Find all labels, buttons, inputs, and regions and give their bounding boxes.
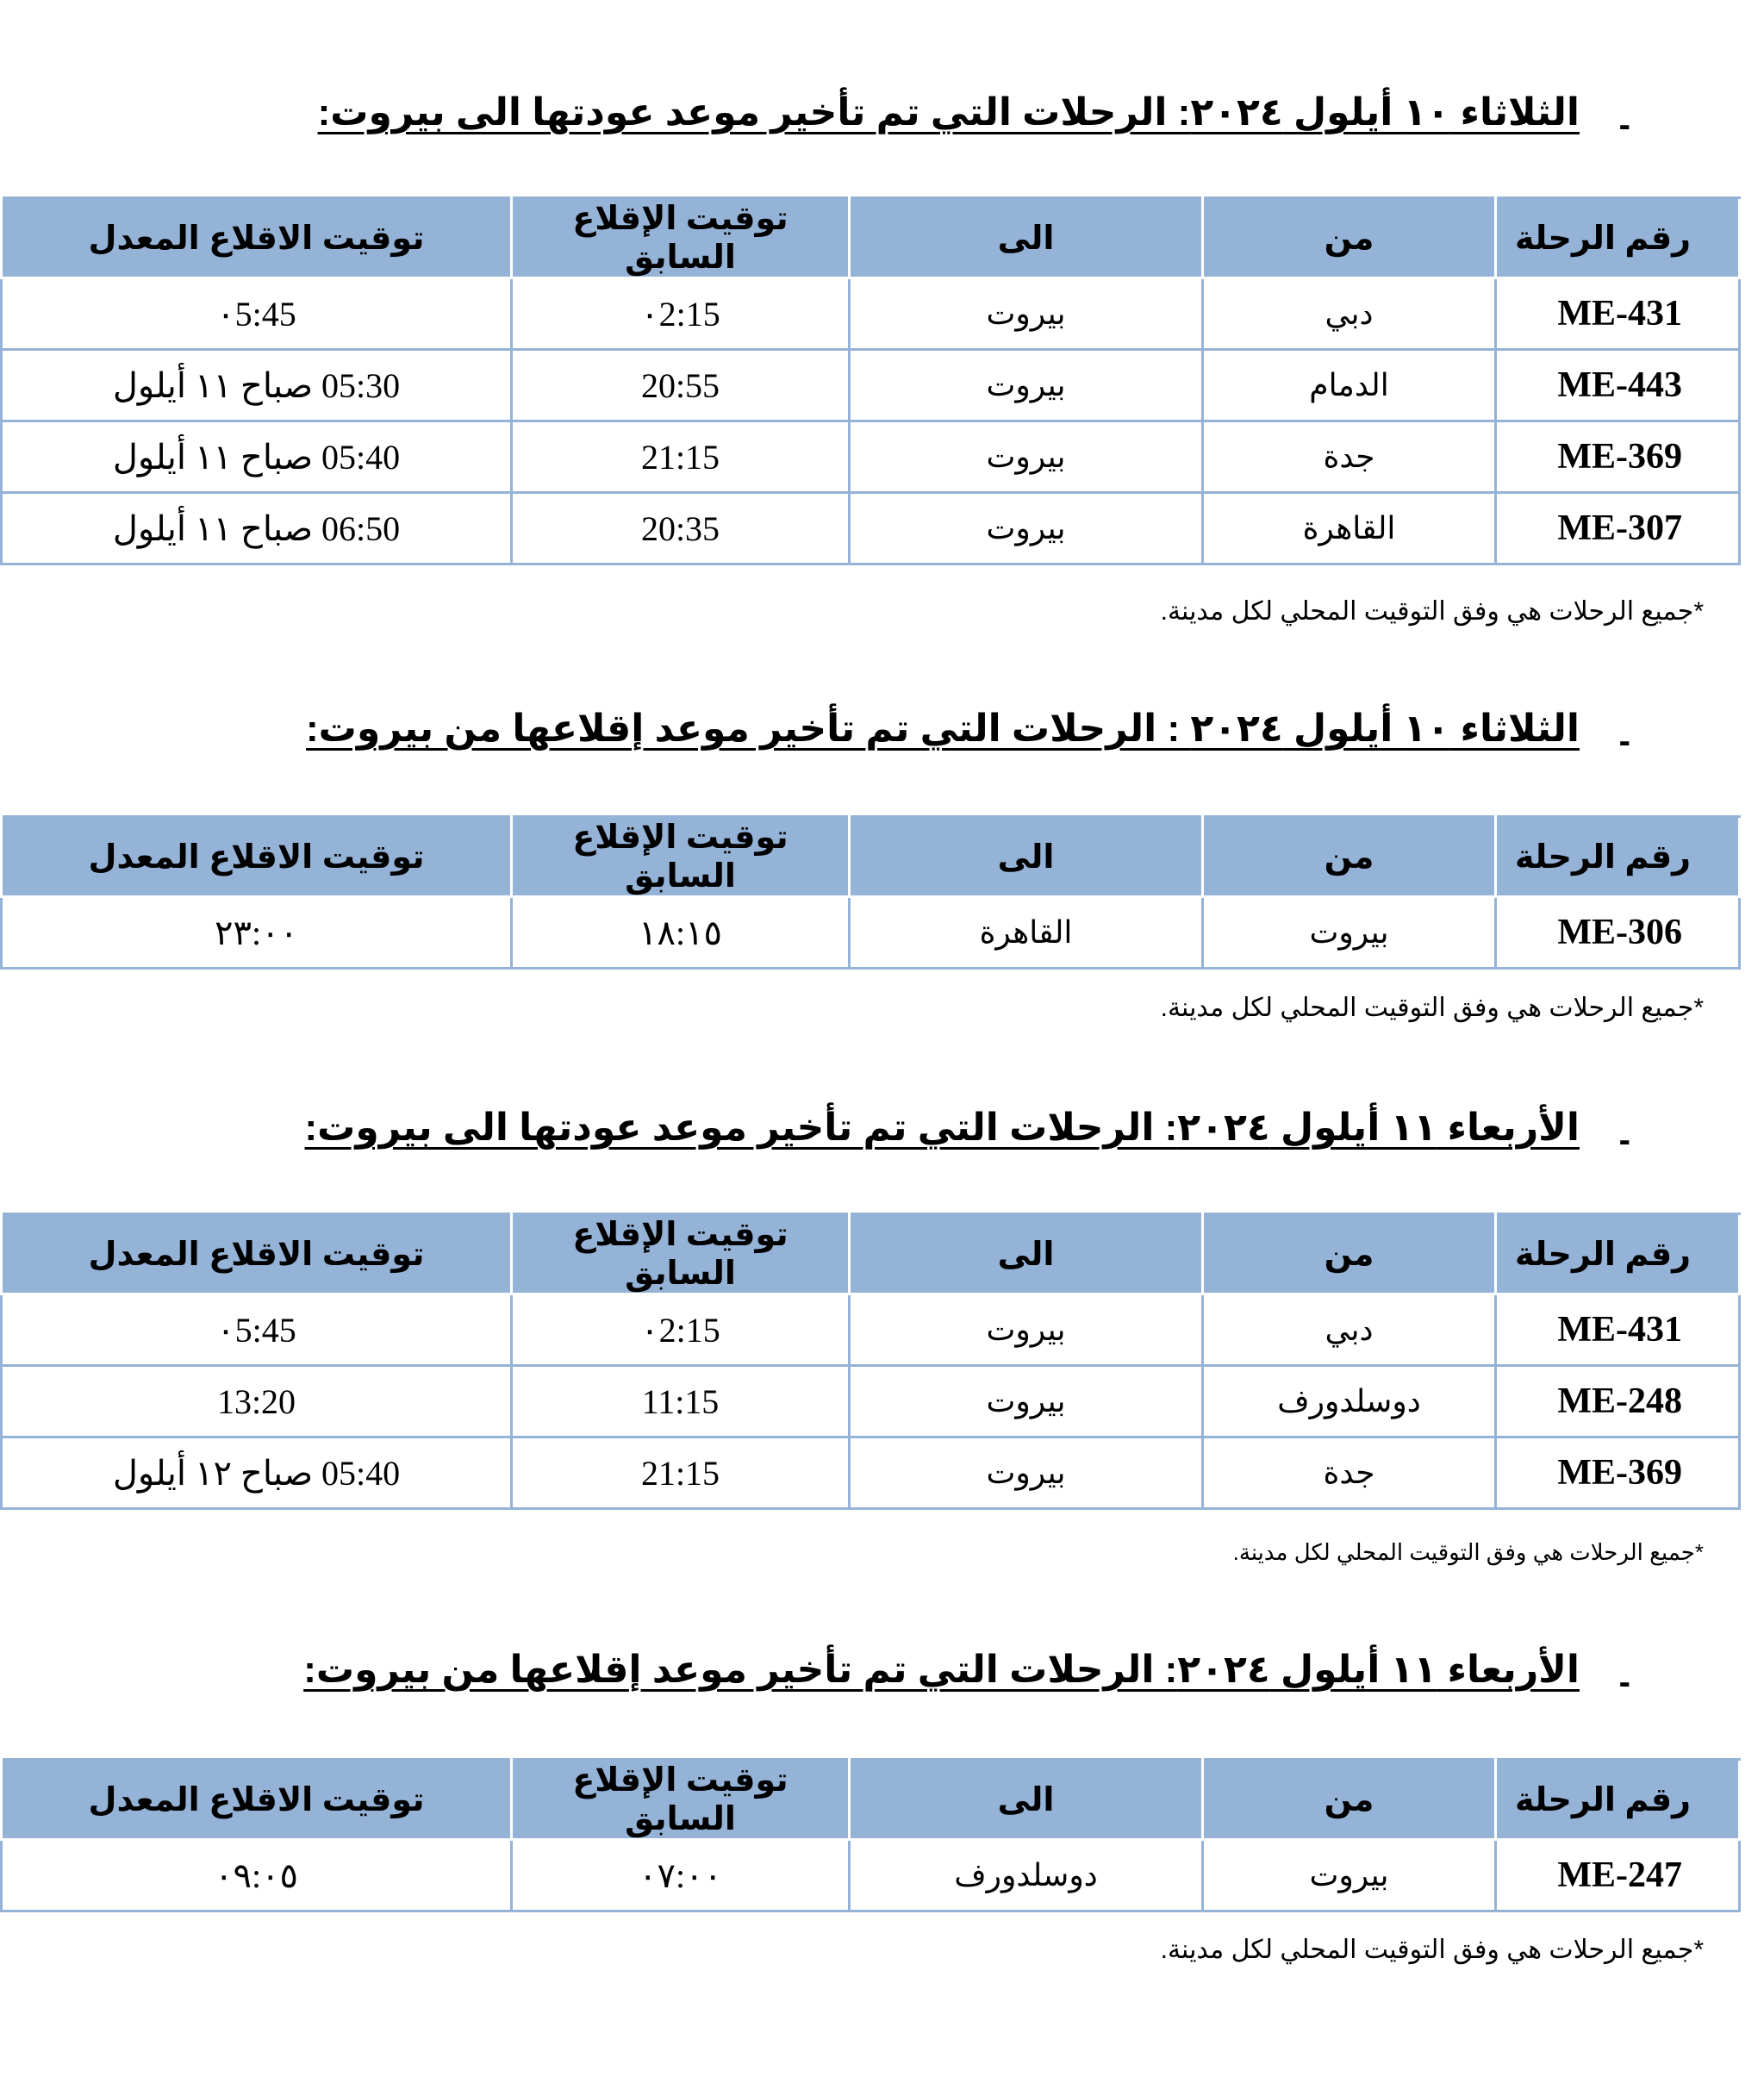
flight-code: ME-248 [1496,1366,1740,1437]
prev-time: ٠٧:٠٠ [512,1840,850,1911]
flight-code: ME-431 [1496,1294,1740,1366]
header-from: من [1203,198,1496,278]
timezone-note: *جميع الرحلات هي وفق التوقيت المحلي لكل مدينة. [1232,1539,1704,1565]
flights-table [0,1213,1741,1510]
from-city: دوسلدورف [1203,1366,1496,1437]
flight-code: ME-307 [1496,493,1740,564]
to-city: بيروت [850,1366,1203,1437]
header-new-time: توقيت الاقلاع المعدل [2,817,512,897]
to-city: بيروت [850,421,1203,493]
prev-time: ٠2:15 [512,278,850,350]
flights-table [0,196,1741,565]
table-row [2,897,1740,969]
new-time: ٠٩:٠٥ [2,1840,512,1911]
flight-code: ME-369 [1496,1437,1740,1509]
header-from: من [1203,1760,1496,1840]
new-time: 13:20 [2,1366,512,1437]
timezone-note: *جميع الرحلات هي وفق التوقيت المحلي لكل مدينة. [1160,597,1704,626]
to-city: بيروت [850,1294,1203,1366]
new-time: ٢٣:٠٠ [2,897,512,969]
table-row [2,1366,1740,1437]
to-city: بيروت [850,350,1203,421]
to-city: بيروت [850,1437,1203,1509]
bullet-dash: - [1618,106,1630,144]
header-new-time: توقيت الاقلاع المعدل [2,1214,512,1294]
from-city: دبي [1203,278,1496,350]
flight-code: ME-443 [1496,350,1740,421]
header-prev-time: توقيت الإقلاع السابق [512,198,850,278]
header-from: من [1203,817,1496,897]
section-heading [0,1106,1764,1166]
to-city: القاهرة [850,897,1203,969]
new-time: 06:50 صباح ١١ أيلول [2,493,512,564]
header-flight-no: رقم الرحلة [1496,817,1740,897]
header-to: الى [850,1760,1203,1840]
section-heading [0,707,1764,767]
table-row [2,1437,1740,1509]
section-heading [0,90,1764,151]
flights-table [0,1758,1741,1912]
flights-table [0,815,1741,970]
bullet-dash: - [1618,1121,1630,1159]
prev-time: 21:15 [512,1437,850,1509]
to-city: دوسلدورف [850,1840,1203,1911]
header-to: الى [850,817,1203,897]
table-row [2,1294,1740,1366]
prev-time: 20:35 [512,493,850,564]
to-city: بيروت [850,493,1203,564]
prev-time: 20:55 [512,350,850,421]
bullet-dash: - [1618,1663,1630,1701]
header-new-time: توقيت الاقلاع المعدل [2,198,512,278]
table-row [2,278,1740,350]
section-heading [0,1648,1764,1708]
from-city: دبي [1203,1294,1496,1366]
header-prev-time: توقيت الإقلاع السابق [512,1760,850,1840]
from-city: القاهرة [1203,493,1496,564]
header-prev-time: توقيت الإقلاع السابق [512,817,850,897]
prev-time: ٠2:15 [512,1294,850,1366]
new-time: ٠5:45 [2,1294,512,1366]
section-title: الأربعاء ١١ أيلول ٢٠٢٤: الرحلات التي تم تأخير موعد إقلاعها من بيروت: [303,1649,1580,1691]
new-time: ٠5:45 [2,278,512,350]
timezone-note: *جميع الرحلات هي وفق التوقيت المحلي لكل مدينة. [1160,994,1704,1022]
flight-code: ME-369 [1496,421,1740,493]
timezone-note: *جميع الرحلات هي وفق التوقيت المحلي لكل مدينة. [1160,1936,1704,1964]
table-header-row [2,1760,1740,1840]
prev-time: ١٨:١٥ [512,897,850,969]
section-title: الثلاثاء ١٠ أيلول ٢٠٢٤ : الرحلات التي تم تأخير موعد إقلاعها من بيروت: [306,708,1580,750]
new-time: 05:40 صباح ١١ أيلول [2,421,512,493]
header-flight-no: رقم الرحلة [1496,1760,1740,1840]
prev-time: 21:15 [512,421,850,493]
section-title: الثلاثاء ١٠ أيلول ٢٠٢٤: الرحلات التي تم تأخير موعد عودتها الى بيروت: [317,91,1580,134]
from-city: بيروت [1203,1840,1496,1911]
flight-code: ME-247 [1496,1840,1740,1911]
from-city: بيروت [1203,897,1496,969]
flight-code: ME-431 [1496,278,1740,350]
table-header-row [2,198,1740,278]
header-to: الى [850,198,1203,278]
from-city: جدة [1203,1437,1496,1509]
header-new-time: توقيت الاقلاع المعدل [2,1760,512,1840]
flight-code: ME-306 [1496,897,1740,969]
to-city: بيروت [850,278,1203,350]
new-time: 05:30 صباح ١١ أيلول [2,350,512,421]
table-header-row [2,817,1740,897]
header-from: من [1203,1214,1496,1294]
prev-time: 11:15 [512,1366,850,1437]
table-row [2,350,1740,421]
table-row [2,493,1740,564]
bullet-dash: - [1618,722,1630,760]
header-flight-no: رقم الرحلة [1496,1214,1740,1294]
table-row [2,421,1740,493]
header-prev-time: توقيت الإقلاع السابق [512,1214,850,1294]
table-row [2,1840,1740,1911]
from-city: جدة [1203,421,1496,493]
from-city: الدمام [1203,350,1496,421]
header-flight-no: رقم الرحلة [1496,198,1740,278]
new-time: 05:40 صباح ١٢ أيلول [2,1437,512,1509]
section-title: الأربعاء ١١ أيلول ٢٠٢٤: الرحلات التي تم تأخير موعد عودتها الى بيروت: [304,1107,1580,1149]
table-header-row [2,1214,1740,1294]
header-to: الى [850,1214,1203,1294]
